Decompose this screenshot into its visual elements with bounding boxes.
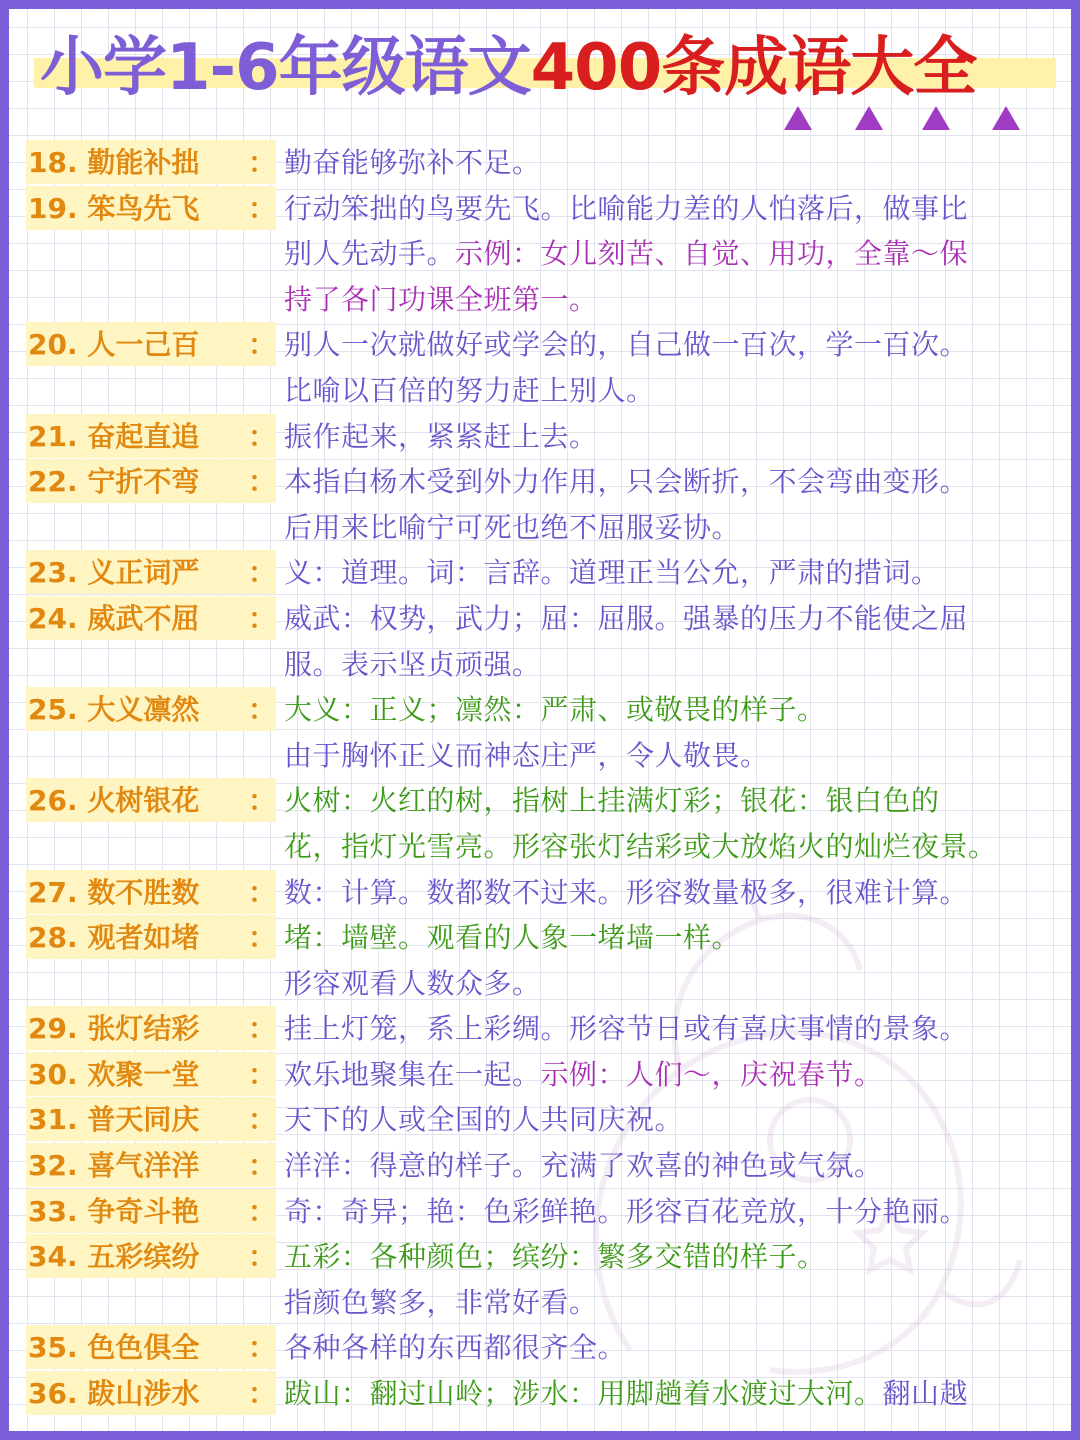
label-colon: ： xyxy=(248,140,276,184)
definition-line xyxy=(284,915,1066,961)
label-colon: ： xyxy=(248,1143,276,1187)
definition-text: 指颜色繁多，非常好看。 xyxy=(284,1285,598,1319)
label-colon: ： xyxy=(248,1097,276,1141)
definition-line xyxy=(284,231,1066,277)
idiom-label: 22. 宁折不弯 xyxy=(26,459,248,503)
idiom-entry xyxy=(26,1189,1066,1235)
example-text: 示例：女儿刻苦、自觉、用功，全靠～保 xyxy=(455,237,969,271)
label-colon: ： xyxy=(248,322,276,366)
triangle-icon xyxy=(855,106,883,130)
idiom-entry xyxy=(26,1143,1066,1189)
idiom-definition xyxy=(284,870,1066,916)
idiom-entry xyxy=(26,186,1066,323)
idiom-entry xyxy=(26,687,1066,778)
definition-line xyxy=(284,1280,1066,1326)
idiom-label: 31. 普天同庆 xyxy=(26,1097,248,1141)
idiom-definition xyxy=(284,1234,1066,1325)
title-part1: 小学1-6年级语文 xyxy=(40,31,531,105)
definition-text: 天下的人或全国的人共同庆祝。 xyxy=(284,1103,684,1137)
idiom-definition xyxy=(284,778,1066,869)
idiom-definition xyxy=(284,186,1066,323)
definition-text: 振作起来，紧紧赶上去。 xyxy=(284,419,598,453)
label-colon: ： xyxy=(248,1371,276,1415)
definition-text: 别人先动手。 xyxy=(284,237,456,271)
idiom-entry xyxy=(26,778,1066,869)
idiom-entry xyxy=(26,870,1066,916)
idiom-definition xyxy=(284,140,1066,186)
definition-line xyxy=(284,414,1066,460)
definition-line xyxy=(284,870,1066,916)
idiom-entry xyxy=(26,1052,1066,1098)
label-colon: ： xyxy=(248,870,276,914)
definition-line xyxy=(284,596,1066,642)
definition-line xyxy=(284,322,1066,368)
idiom-entry xyxy=(26,1097,1066,1143)
label-colon: ： xyxy=(248,186,276,230)
idiom-label: 24. 威武不屈 xyxy=(26,596,248,640)
idiom-definition xyxy=(284,1325,1066,1371)
definition-text: 服。表示坚贞顽强。 xyxy=(284,647,541,681)
triangle-icon xyxy=(992,106,1020,130)
idiom-definition xyxy=(284,1097,1066,1143)
idiom-entry xyxy=(26,1006,1066,1052)
definition-text: 各种各样的东西都很齐全。 xyxy=(284,1331,627,1365)
idiom-label: 19. 笨鸟先飞 xyxy=(26,186,248,230)
idiom-label: 32. 喜气洋洋 xyxy=(26,1143,248,1187)
definition-text: 挂上灯笼，系上彩绸。形容节日或有喜庆事情的景象。 xyxy=(284,1012,969,1046)
label-colon: ： xyxy=(248,1052,276,1096)
definition-text: 奇：奇异；艳：色彩鲜艳。形容百花竞放，十分艳丽。 xyxy=(284,1194,969,1228)
definition-text: 洋洋：得意的样子。充满了欢喜的神色或气氛。 xyxy=(284,1149,883,1183)
triangle-markers xyxy=(0,106,1080,132)
idiom-entry xyxy=(26,1234,1066,1325)
idiom-entry xyxy=(26,1371,1066,1417)
idiom-definition xyxy=(284,1006,1066,1052)
definition-line xyxy=(284,459,1066,505)
definition-text: 形容观看人数众多。 xyxy=(284,966,541,1000)
definition-line xyxy=(284,733,1066,779)
definition-line xyxy=(284,1097,1066,1143)
label-colon: ： xyxy=(248,414,276,458)
definition-text: 别人一次就做好或学会的，自己做一百次，学一百次。 xyxy=(284,328,969,362)
idiom-entry xyxy=(26,140,1066,186)
idiom-label: 23. 义正词严 xyxy=(26,550,248,594)
idiom-label: 18. 勤能补拙 xyxy=(26,140,248,184)
label-colon: ： xyxy=(248,596,276,640)
idiom-label: 30. 欢聚一堂 xyxy=(26,1052,248,1096)
definition-line xyxy=(284,1143,1066,1189)
idiom-label: 36. 跋山涉水 xyxy=(26,1371,248,1415)
idiom-entry xyxy=(26,596,1066,687)
definition-line xyxy=(284,505,1066,551)
idiom-definition xyxy=(284,459,1066,550)
idiom-definition xyxy=(284,322,1066,413)
idiom-definition xyxy=(284,1189,1066,1235)
label-colon: ： xyxy=(248,778,276,822)
definition-line xyxy=(284,550,1066,596)
definition-text: 后用来比喻宁可死也绝不屈服妥协。 xyxy=(284,510,741,544)
idiom-definition xyxy=(284,1052,1066,1098)
definition-line xyxy=(284,1234,1066,1280)
definition-line xyxy=(284,140,1066,186)
definition-line xyxy=(284,824,1066,870)
definition-line xyxy=(284,778,1066,824)
definition-line xyxy=(284,277,1066,323)
label-colon: ： xyxy=(248,687,276,731)
definition-text: 花，指灯光雪亮。形容张灯结彩或大放焰火的灿烂夜景。 xyxy=(284,829,997,863)
definition-line xyxy=(284,1189,1066,1235)
idiom-entry xyxy=(26,414,1066,460)
definition-text: 跋山：翻过山岭；涉水：用脚趟着水渡过大河。 xyxy=(284,1377,883,1411)
definition-line xyxy=(284,186,1066,232)
idiom-label: 25. 大义凛然 xyxy=(26,687,248,731)
definition-line xyxy=(284,1006,1066,1052)
example-text: 持了各门功课全班第一。 xyxy=(284,282,598,316)
definition-line xyxy=(284,961,1066,1007)
title-part2: 400条成语大全 xyxy=(530,31,977,105)
definition-text: 堵：墙壁。观看的人象一堵墙一样。 xyxy=(284,921,741,955)
definition-text: 火树：火红的树，指树上挂满灯彩；银花：银白色的 xyxy=(284,784,940,818)
idiom-label: 27. 数不胜数 xyxy=(26,870,248,914)
idiom-entry xyxy=(26,322,1066,413)
idiom-definition xyxy=(284,596,1066,687)
idiom-entry xyxy=(26,550,1066,596)
idiom-definition xyxy=(284,687,1066,778)
label-colon: ： xyxy=(248,1234,276,1278)
definition-text: 大义：正义；凛然：严肃、或敬畏的样子。 xyxy=(284,693,826,727)
definition-text: 数：计算。数都数不过来。形容数量极多，很难计算。 xyxy=(284,875,969,909)
definition-line xyxy=(284,687,1066,733)
definition-text: 由于胸怀正义而神态庄严，令人敬畏。 xyxy=(284,738,769,772)
idiom-entry xyxy=(26,459,1066,550)
definition-line xyxy=(284,1325,1066,1371)
definition-text: 本指白杨木受到外力作用，只会断折，不会弯曲变形。 xyxy=(284,465,969,499)
definition-text: 威武：权势，武力；屈：屈服。强暴的压力不能使之屈 xyxy=(284,601,969,635)
idiom-definition xyxy=(284,414,1066,460)
definition-text: 比喻以百倍的努力赶上别人。 xyxy=(284,373,655,407)
label-colon: ： xyxy=(248,915,276,959)
idiom-definition xyxy=(284,1143,1066,1189)
idiom-label: 35. 色色俱全 xyxy=(26,1325,248,1369)
definition-line xyxy=(284,1371,1066,1417)
definition-text: 欢乐地聚集在一起。 xyxy=(284,1057,541,1091)
idiom-entry xyxy=(26,915,1066,1006)
definition-text: 勤奋能够弥补不足。 xyxy=(284,146,541,179)
idiom-definition xyxy=(284,1371,1066,1417)
idiom-label: 26. 火树银花 xyxy=(26,778,248,822)
definition-text: 行动笨拙的鸟要先飞。比喻能力差的人怕落后，做事比 xyxy=(284,191,969,225)
idiom-list xyxy=(26,140,1066,1417)
idiom-entry xyxy=(26,1325,1066,1371)
triangle-icon xyxy=(784,106,812,130)
label-colon: ： xyxy=(248,1189,276,1233)
idiom-label: 29. 张灯结彩 xyxy=(26,1006,248,1050)
header xyxy=(0,18,1080,118)
label-colon: ： xyxy=(248,459,276,503)
idiom-label: 20. 人一己百 xyxy=(26,322,248,366)
idiom-label: 21. 奋起直追 xyxy=(26,414,248,458)
definition-line xyxy=(284,368,1066,414)
idiom-label: 28. 观者如堵 xyxy=(26,915,248,959)
definition-text: 五彩：各种颜色；缤纷：繁多交错的样子。 xyxy=(284,1240,826,1274)
definition-line xyxy=(284,642,1066,688)
idiom-label: 34. 五彩缤纷 xyxy=(26,1234,248,1278)
example-text: 示例：人们～，庆祝春节。 xyxy=(540,1057,883,1091)
idiom-definition xyxy=(284,915,1066,1006)
definition-text: 义：道理。词：言辞。道理正当公允，严肃的措词。 xyxy=(284,556,940,590)
idiom-definition xyxy=(284,550,1066,596)
definition-line xyxy=(284,1052,1066,1098)
label-colon: ： xyxy=(248,1006,276,1050)
idiom-label: 33. 争奇斗艳 xyxy=(26,1189,248,1233)
label-colon: ： xyxy=(248,1325,276,1369)
definition-text: 翻山越 xyxy=(882,1377,969,1411)
page-title xyxy=(40,26,976,110)
label-colon: ： xyxy=(248,550,276,594)
triangle-icon xyxy=(922,106,950,130)
